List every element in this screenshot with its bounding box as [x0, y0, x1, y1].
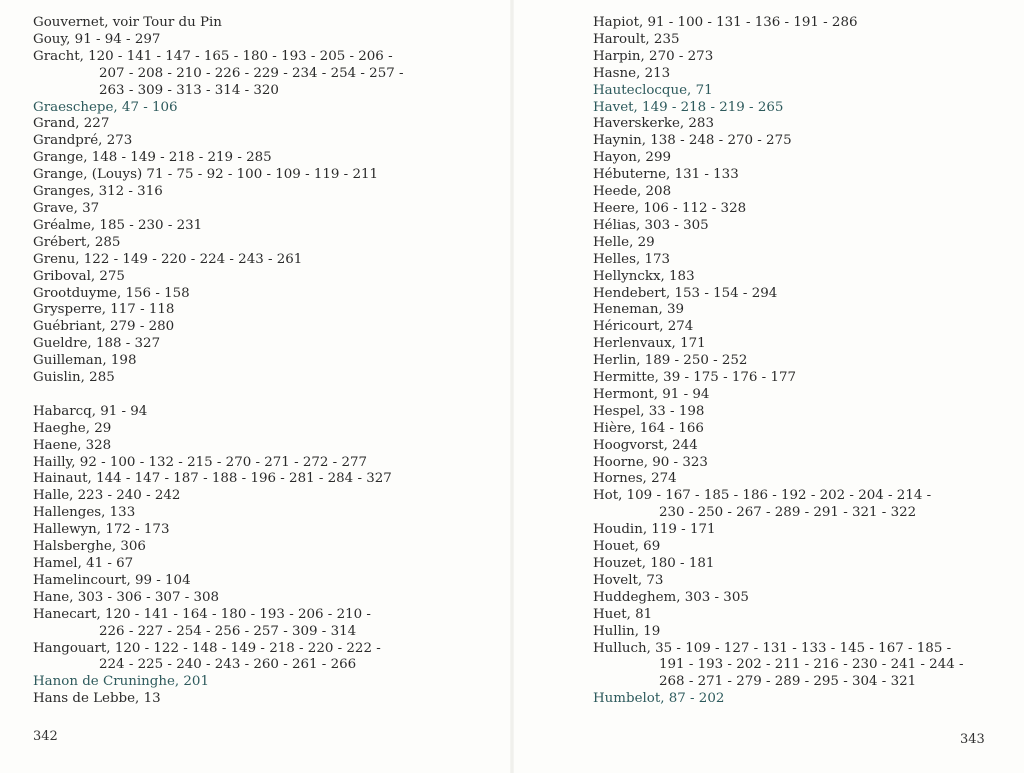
- index-entry-continuation: 226 - 227 - 254 - 256 - 257 - 309 - 314: [99, 623, 357, 639]
- index-entry-text: Grandpré, 273: [33, 133, 133, 149]
- index-entry: [593, 184, 1013, 201]
- index-entry-text: Grébert, 285: [33, 234, 121, 250]
- index-entry-text: Hanon de Cruninghe, 201: [33, 674, 209, 690]
- index-entry: [33, 49, 453, 100]
- index-entry-text: Halle, 223 - 240 - 242: [33, 488, 181, 504]
- index-entry-text: Hayon, 299: [593, 150, 671, 166]
- index-entry: [33, 100, 453, 117]
- index-entry: [593, 387, 1013, 404]
- index-entry-text: Héricourt, 274: [593, 319, 694, 335]
- index-entry: [33, 167, 453, 184]
- index-entry: [593, 167, 1013, 184]
- index-entry-text: Hailly, 92 - 100 - 132 - 215 - 270 - 271 - 272 - 277: [33, 454, 368, 470]
- index-entry: [593, 150, 1013, 167]
- index-entry-text: Helles, 173: [593, 251, 671, 267]
- section-gap: [33, 387, 453, 404]
- index-entry: [593, 522, 1013, 539]
- index-entry-text: Hermitte, 39 - 175 - 176 - 177: [593, 370, 797, 386]
- index-entry-text: Habarcq, 91 - 94: [33, 403, 148, 419]
- index-entry-text: Grand, 227: [33, 116, 110, 132]
- index-entry-text: Grange, (Louys) 71 - 75 - 92 - 100 - 109 - 119 - 211: [33, 167, 379, 183]
- index-entry-text: Hendebert, 153 - 154 - 294: [593, 285, 778, 301]
- index-entry-text: Guébriant, 279 - 280: [33, 319, 175, 335]
- index-entry-text: Hasne, 213: [593, 65, 671, 81]
- index-entry-text: Helle, 29: [593, 234, 655, 250]
- index-entry-text: Haynin, 138 - 248 - 270 - 275: [593, 133, 792, 149]
- index-entry-text: Hallenges, 133: [33, 505, 136, 521]
- index-entry: [33, 471, 453, 488]
- index-entry: [593, 302, 1013, 319]
- index-entry: [593, 353, 1013, 370]
- index-entry: [33, 286, 453, 303]
- index-entry-text: Heneman, 39: [593, 302, 685, 318]
- index-entry-text: Hoorne, 90 - 323: [593, 454, 708, 470]
- index-entry: [593, 336, 1013, 353]
- index-entry: [33, 573, 453, 590]
- index-entry: [33, 32, 453, 49]
- index-entry: [593, 573, 1013, 590]
- index-entry-text: Hébuterne, 131 - 133: [593, 167, 739, 183]
- index-entry-text: Hainaut, 144 - 147 - 187 - 188 - 196 - 281 - 284 - 327: [33, 471, 392, 487]
- index-entry: [33, 252, 453, 269]
- index-entry: [593, 370, 1013, 387]
- index-entry: [33, 488, 453, 505]
- page-number: 342: [33, 729, 58, 744]
- index-entry: [593, 66, 1013, 83]
- index-entry: [593, 607, 1013, 624]
- index-entry-text: Heere, 106 - 112 - 328: [593, 200, 747, 216]
- index-entry-continuation: 263 - 309 - 313 - 314 - 320: [99, 82, 279, 98]
- index-entry: [593, 235, 1013, 252]
- index-entry: [593, 471, 1013, 488]
- index-entry-text: Gouvernet, voir Tour du Pin: [33, 15, 222, 30]
- index-entry-text: Haeghe, 29: [33, 420, 112, 436]
- index-entry-text: Hallewyn, 172 - 173: [33, 522, 170, 538]
- index-entry-continuation: 207 - 208 - 210 - 226 - 229 - 234 - 254 - 257 -: [99, 65, 404, 81]
- index-entry: [33, 184, 453, 201]
- index-entry-text: Hornes, 274: [593, 471, 677, 487]
- index-entry-text: Huddeghem, 303 - 305: [593, 589, 749, 605]
- index-entry-text: Hauteclocque, 71: [593, 82, 713, 98]
- index-entry-text: Heede, 208: [593, 184, 672, 200]
- index-entry-text: Granges, 312 - 316: [33, 184, 163, 200]
- index-entry: [33, 539, 453, 556]
- index-entry: [33, 438, 453, 455]
- index-entry-text: Grootduyme, 156 - 158: [33, 285, 190, 301]
- index-entry: [33, 641, 453, 675]
- index-entry-text: Griboval, 275: [33, 268, 125, 284]
- index-entry: [593, 100, 1013, 117]
- index-entry: [593, 488, 1013, 522]
- index-entry-text: Hans de Lebbe, 13: [33, 691, 161, 707]
- index-entry: [33, 218, 453, 235]
- index-entry-text: Humbelot, 87 - 202: [593, 691, 725, 707]
- index-entry: [33, 590, 453, 607]
- index-entry-text: Hanecart, 120 - 141 - 164 - 180 - 193 - 206 - 210 -: [33, 606, 371, 622]
- index-entry: [593, 286, 1013, 303]
- index-entry-text: Harpin, 270 - 273: [593, 48, 714, 64]
- page-number: 343: [960, 732, 985, 747]
- index-entry: [33, 691, 453, 708]
- index-entry: [33, 505, 453, 522]
- index-entry-text: Houzet, 180 - 181: [593, 556, 715, 571]
- index-entry-text: Herlin, 189 - 250 - 252: [593, 353, 748, 369]
- index-entry: [33, 150, 453, 167]
- index-entry: [33, 336, 453, 353]
- index-entry: [593, 32, 1013, 49]
- index-entry-text: Guilleman, 198: [33, 353, 137, 369]
- index-column-right: [593, 15, 1013, 708]
- index-entry-text: Hane, 303 - 306 - 307 - 308: [33, 589, 220, 605]
- index-entry-text: Hière, 164 - 166: [593, 420, 704, 436]
- index-entry-text: Houdin, 119 - 171: [593, 522, 716, 538]
- index-entry-text: Hoogvorst, 244: [593, 437, 698, 453]
- index-entry-text: Hélias, 303 - 305: [593, 217, 709, 233]
- index-entry: [33, 116, 453, 133]
- index-entry: [593, 624, 1013, 641]
- index-entry-text: Haverskerke, 283: [593, 116, 714, 132]
- index-entry: [593, 133, 1013, 150]
- index-entry: [593, 421, 1013, 438]
- index-entry-text: Havet, 149 - 218 - 219 - 265: [593, 99, 784, 115]
- index-entry-text: Hot, 109 - 167 - 185 - 186 - 192 - 202 - 204 - 214 -: [593, 488, 932, 504]
- index-entry-text: Haroult, 235: [593, 31, 680, 47]
- index-entry: [593, 49, 1013, 66]
- index-entry-text: Hellynckx, 183: [593, 268, 695, 284]
- index-entry-text: Gouy, 91 - 94 - 297: [33, 31, 161, 47]
- index-entry: [33, 455, 453, 472]
- index-entry-text: Grenu, 122 - 149 - 220 - 224 - 243 - 261: [33, 251, 303, 267]
- index-entry-text: Halsberghe, 306: [33, 539, 146, 555]
- index-entry-text: Hullin, 19: [593, 623, 661, 639]
- index-entry: [593, 691, 1013, 708]
- index-entry: [593, 201, 1013, 218]
- index-entry: [593, 641, 1013, 692]
- index-entry: [593, 438, 1013, 455]
- index-entry: [593, 252, 1013, 269]
- index-entry: [33, 421, 453, 438]
- index-entry-text: Hapiot, 91 - 100 - 131 - 136 - 191 - 286: [593, 15, 858, 30]
- index-entry: [593, 590, 1013, 607]
- right-page: [512, 0, 1024, 773]
- index-entry: [33, 556, 453, 573]
- index-entry: [33, 235, 453, 252]
- index-entry-text: Houet, 69: [593, 539, 661, 555]
- index-entry-text: Hulluch, 35 - 109 - 127 - 131 - 133 - 145 - 167 - 185 -: [593, 640, 952, 656]
- index-entry-text: Grysperre, 117 - 118: [33, 302, 175, 318]
- index-entry: [33, 370, 453, 387]
- index-entry-text: Guislin, 285: [33, 370, 115, 386]
- index-entry: [593, 218, 1013, 235]
- index-entry-text: Gracht, 120 - 141 - 147 - 165 - 180 - 193 - 205 - 206 -: [33, 48, 393, 64]
- index-entry: [593, 116, 1013, 133]
- index-entry-continuation: 230 - 250 - 267 - 289 - 291 - 321 - 322: [659, 505, 917, 521]
- index-entry-text: Grave, 37: [33, 200, 100, 216]
- index-entry: [593, 319, 1013, 336]
- index-entry: [593, 455, 1013, 472]
- index-entry-text: Hespel, 33 - 198: [593, 403, 705, 419]
- index-entry-text: Hovelt, 73: [593, 572, 664, 588]
- index-entry: [33, 201, 453, 218]
- index-column-left: [33, 15, 453, 708]
- index-entry: [593, 15, 1013, 32]
- index-entry: [33, 353, 453, 370]
- index-entry-text: Hamelincourt, 99 - 104: [33, 572, 191, 588]
- index-entry: [33, 269, 453, 286]
- index-entry-text: Haene, 328: [33, 437, 112, 453]
- index-entry: [593, 269, 1013, 286]
- index-entry-continuation: 224 - 225 - 240 - 243 - 260 - 261 - 266: [99, 657, 357, 673]
- index-entry: [33, 674, 453, 691]
- index-entry-text: Huet, 81: [593, 606, 653, 622]
- index-entry-text: Gréalme, 185 - 230 - 231: [33, 217, 203, 233]
- index-entry: [33, 607, 453, 641]
- index-entry: [33, 319, 453, 336]
- index-entry: [33, 404, 453, 421]
- index-entry: [33, 15, 453, 32]
- index-entry-text: Herlenvaux, 171: [593, 336, 706, 352]
- index-entry: [33, 522, 453, 539]
- index-entry-text: Gueldre, 188 - 327: [33, 336, 161, 352]
- index-entry: [593, 556, 1013, 573]
- index-entry: [33, 302, 453, 319]
- index-entry: [593, 83, 1013, 100]
- index-entry: [593, 404, 1013, 421]
- index-entry-text: Grange, 148 - 149 - 218 - 219 - 285: [33, 150, 272, 166]
- index-entry-text: Hamel, 41 - 67: [33, 555, 134, 571]
- index-entry: [33, 133, 453, 150]
- index-entry-continuation: 268 - 271 - 279 - 289 - 295 - 304 - 321: [659, 674, 917, 690]
- index-entry-text: Graeschepe, 47 - 106: [33, 99, 178, 115]
- index-entry: [593, 539, 1013, 556]
- index-entry-text: Hangouart, 120 - 122 - 148 - 149 - 218 - 220 - 222 -: [33, 640, 381, 656]
- index-entry-continuation: 191 - 193 - 202 - 211 - 216 - 230 - 241 - 244 -: [659, 657, 964, 673]
- index-entry-text: Hermont, 91 - 94: [593, 386, 710, 402]
